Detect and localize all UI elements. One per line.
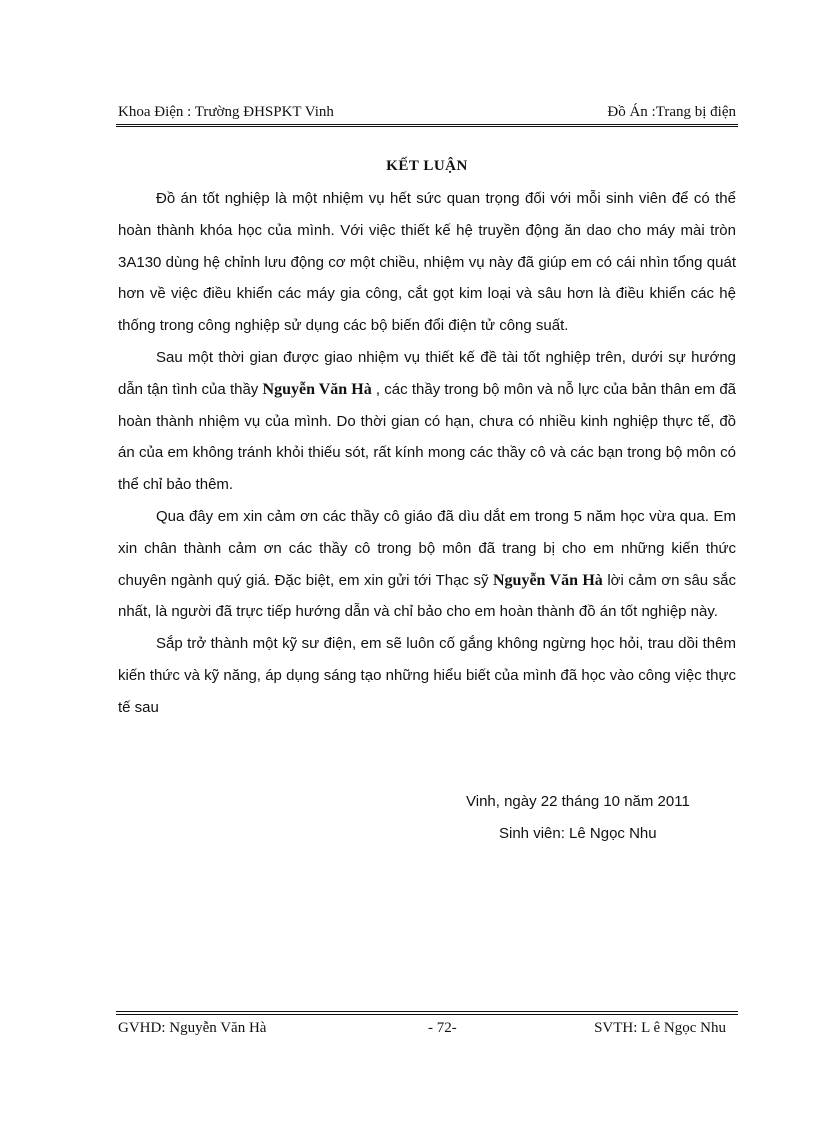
- paragraph-2-text-b: , các thầy trong bộ môn và nỗ lực của bản thân em đã hoàn thành nhiệm vụ của mình. Do thời gian có hạn, chưa có nhiều kinh nghiệp thực tế, đồ án của em không tránh khỏi thiếu sót, rất kính mong các thầy cô và các bạn trong bộ môn có thể chỉ bảo thêm.: [118, 380, 737, 494]
- paragraph-1: [118, 183, 736, 342]
- page-header: [118, 104, 736, 122]
- paragraph-2: [118, 342, 736, 501]
- page-number: - 72-: [428, 1020, 457, 1036]
- header-divider: [116, 124, 738, 127]
- advisor-name: Nguyễn Văn Hà: [262, 380, 372, 398]
- paragraph-3: [118, 501, 736, 628]
- page-title: KẾT LUẬN: [386, 158, 468, 174]
- signature-date: Vinh, ngày 22 tháng 10 năm 2011: [466, 793, 690, 810]
- footer-divider: [116, 1011, 738, 1015]
- paragraph-3-text-b: lời cảm ơn sâu sắc nhất, là người đã trực tiếp hướng dẫn và chỉ bảo cho em hoàn thành đồ án tốt nghiệp này.: [118, 571, 736, 621]
- signature-student: Sinh viên: Lê Ngọc Nhu: [499, 825, 657, 842]
- paragraph-4-text: Sắp trở thành một kỹ sư điện, em sẽ luôn cố gắng không ngừng học hỏi, trau dồi thêm kiến thức và kỹ năng, áp dụng sáng tạo những hiểu biết của mình đã học vào công việc thực tế sau: [118, 635, 736, 716]
- header-right-text: Đồ Án :Trang bị điện: [607, 104, 736, 120]
- paragraph-4: [118, 628, 736, 723]
- body-text: [118, 183, 736, 724]
- footer-student: SVTH: L ê Ngọc Nhu: [594, 1020, 726, 1036]
- paragraph-2-text-a: Sau một thời gian được giao nhiệm vụ thiết kế đề tài tốt nghiệp trên, dưới sự hướng dẫn tận tình của thầy: [118, 348, 736, 398]
- paragraph-1-text: Đồ án tốt nghiệp là một nhiệm vụ hết sức quan trọng đối với mỗi sinh viên để có thể hoàn thành khóa học của mình. Với việc thiết kế hệ truyền động ăn dao cho máy mài tròn 3A130 dùng hệ chỉnh lưu động cơ một chiều, nhiệm vụ này đã giúp em có cái nhìn tổng quát hơn về việc điều khiển các máy gia công, cắt gọt kim loại và sâu hơn là điều khiển các hệ thống trong công nghiệp sử dụng các bộ biến đổi điện tử công suất.: [118, 190, 736, 335]
- header-left-text: Khoa Điện : Trường ĐHSPKT Vinh: [118, 104, 334, 120]
- page-footer: [118, 1020, 736, 1038]
- footer-advisor: GVHD: Nguyễn Văn Hà: [118, 1020, 267, 1036]
- signature-block: [466, 786, 690, 850]
- paragraph-3-text-a: Qua đây em xin cảm ơn các thầy cô giáo đã dìu dắt em trong 5 năm học vừa qua. Em xin chân thành cảm ơn các thầy cô trong bộ môn đã trang bị cho em những kiến thức chuyên ngành quý giá. Đặc biệt, em xin gửi tới Thạc sỹ: [118, 507, 736, 589]
- advisor-name-2: Nguyễn Văn Hà: [493, 571, 603, 589]
